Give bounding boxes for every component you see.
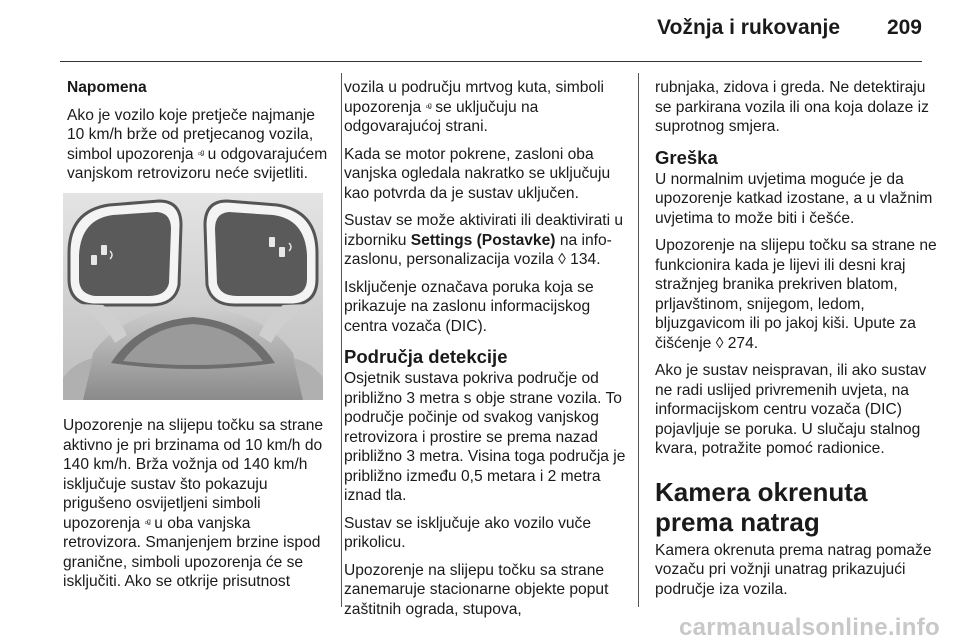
blind-spot-icon: ▫ᵍ <box>425 101 431 113</box>
page-ref-icon: ◊ <box>558 251 566 268</box>
page-reference: 134. <box>570 251 601 268</box>
note-heading: Napomena <box>67 79 147 96</box>
header-rule <box>60 61 922 62</box>
blind-spot-icon: ▫ᵍ <box>197 148 204 160</box>
settings-menu-name: Settings (Postavke) <box>410 231 556 249</box>
page-number: 209 <box>886 16 922 39</box>
paragraph: Upozorenje na slijepu točku sa strane ne funkcionira kada je lijevi ili desni kraj stražnjeg branika prekriven blatom, prljavštinom, snijegom, ledom, bljuzgavicom ili po jakoj kiši. Upute za čišćenje ◊ 274. <box>655 237 937 352</box>
chapter-title: Vožnja i rukovanje <box>657 16 840 39</box>
paragraph: Sustav se može aktivirati ili deaktivirati u izborniku Settings (Postavke) na info-zaslonu, personalizacija vozila ◊ 134. <box>344 212 624 268</box>
column-3 <box>655 78 945 607</box>
section-heading: Područja detekcije <box>344 346 508 367</box>
column-1 <box>63 78 331 192</box>
column-divider <box>341 73 342 607</box>
paragraph: Kamera okrenuta prema natrag pomaže vozaču pri vožnji unatrag prikazujući područje iza vozila. <box>655 541 932 598</box>
paragraph: Upozorenje na slijepu točku sa strane aktivno je pri brzinama od 10 km/h do 140 km/h. Brža vožnja od 140 km/h isključuje sustav što pokazuju prigušeno osvijetljeni simboli upozorenja ▫ᵍ u oba vanjska retrovizora. Smanjenjem brzine ispod granične, simboli upozorenja će se isključiti. Ako se otkrije prisutnost <box>63 417 324 590</box>
paragraph: Ako je sustav neispravan, ili ako sustav ne radi uslijed privremenih uvjeta, na informacijskom centru vozača (DIC) pojavljuje se poruka. U slučaju stalnog kvara, potražite pomoć radionice. <box>655 362 927 457</box>
blind-spot-icon: ▫ᵍ <box>144 517 150 529</box>
chapter-heading: Kamera okrenuta prema natrag <box>655 476 868 537</box>
paragraph: Kada se motor pokrene, zasloni oba vanjska ogledala nakratko se uključuju kao potvrda da je sustav uključen. <box>344 145 611 202</box>
note-text: Ako je vozilo koje pretječe najmanje 10 km/h brže od pretjecanog vozila, simbol upozorenja ▫ᵍ u odgovarajućem vanjskom retrovizoru neće svijetliti. <box>67 106 328 182</box>
section-heading: Greška <box>655 146 718 168</box>
note-block <box>63 78 331 184</box>
watermark: carmanualsonline.info <box>678 614 940 641</box>
paragraph: U normalnim uvjetima moguće je da upozorenje katkad izostane, a u vlažnim uvjetima to može biti i češće. <box>655 170 933 227</box>
paragraph: Osjetnik sustava pokriva područje od približno 3 metra s obje strane vozila. To područje počinje od svakog vanjskog retrovizora i prostire se prema nazad približno 3 metra. Visina toga područja je približno između 0,5 metara i 2 metra iznad tla. <box>344 370 626 504</box>
paragraph: Isključenje označava poruka koja se prikazuje na zaslonu informacijskog centra vozača (DIC). <box>344 278 594 335</box>
column-1-lower <box>63 416 331 600</box>
column-divider <box>638 73 639 607</box>
paragraph: Sustav se isključuje ako vozilo vuče prikolicu. <box>344 514 592 551</box>
page-reference: 274. <box>727 334 759 352</box>
mirror-illustration <box>63 193 323 400</box>
paragraph: rubnjaka, zidova i greda. Ne detektiraju se parkirana vozila ili ona koja dolaze iz suprotnog smjera. <box>655 79 929 135</box>
page-ref-icon: ◊ <box>715 334 724 352</box>
column-2 <box>344 78 628 627</box>
paragraph: vozila u području mrtvog kuta, simboli upozorenja ▫ᵍ se uključuju na odgovarajućoj strani. <box>344 79 605 135</box>
paragraph: Upozorenje na slijepu točku sa strane zanemaruje stacionarne objekte poput zaštitnih ograda, stupova, <box>344 561 609 618</box>
